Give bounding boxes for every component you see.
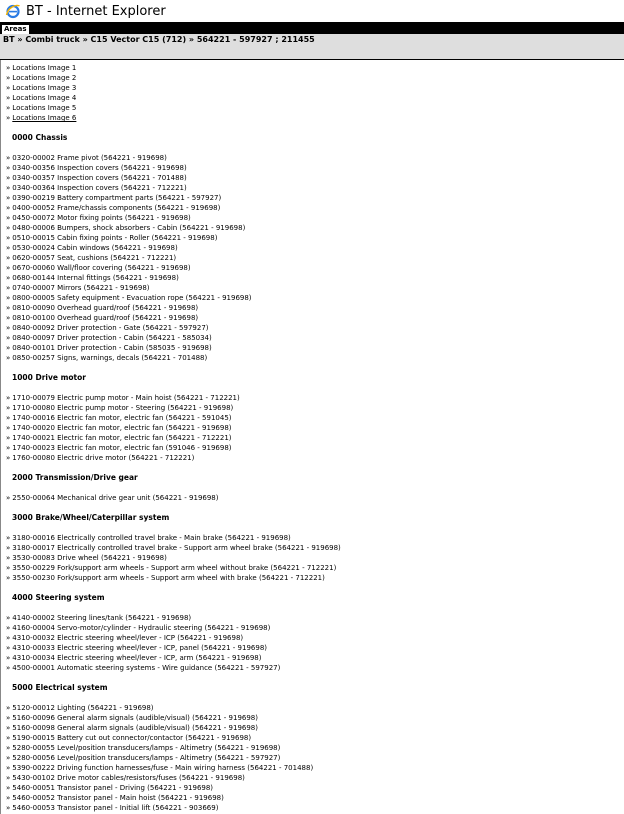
list-item-link[interactable]: 5460-00051 Transistor panel - Driving (564221 - 919698) (12, 784, 214, 792)
bullet: » (6, 224, 11, 232)
section-heading: 0000 Chassis (12, 133, 68, 142)
title-bar (0, 0, 624, 22)
list-item-link[interactable]: 5160-00096 General alarm signals (audible/visual) (564221 - 919698) (12, 714, 258, 722)
list-item[interactable] (6, 443, 232, 453)
list-item-link[interactable]: 1740-00023 Electric fan motor, electric fan (591046 - 919698) (12, 444, 232, 452)
list-item-link[interactable]: 5280-00056 Level/position transducers/lamps - Altimetry (564221 - 597927) (12, 754, 281, 762)
bullet: » (6, 544, 11, 552)
bullet: » (6, 444, 11, 452)
breadcrumb-item[interactable]: Combi truck (25, 35, 80, 44)
list-item-link[interactable]: Locations Image 2 (12, 74, 77, 82)
list-item-link[interactable]: 5280-00055 Level/position transducers/lamps - Altimetry (564221 - 919698) (12, 744, 281, 752)
list-item[interactable] (6, 203, 220, 213)
list-item-link[interactable]: 0810-00090 Overhead guard/roof (564221 - 919698) (12, 304, 199, 312)
list-item[interactable] (6, 103, 76, 113)
bullet: » (6, 404, 11, 412)
bullet: » (6, 454, 11, 462)
section-heading: 2000 Transmission/Drive gear (12, 473, 138, 482)
list-item[interactable] (6, 493, 219, 503)
list-item-link[interactable]: 5430-00102 Drive motor cables/resistors/fuses (564221 - 919698) (12, 774, 245, 782)
list-item-link[interactable]: 0670-00060 Wall/floor covering (564221 - 919698) (12, 264, 191, 272)
bullet: » (6, 84, 11, 92)
list-item-link[interactable]: 0740-00007 Mirrors (564221 - 919698) (12, 284, 150, 292)
list-item-link[interactable]: 3180-00016 Electrically controlled travel brake - Main brake (564221 - 919698) (12, 534, 291, 542)
bullet: » (6, 424, 11, 432)
list-item-link[interactable]: 4500-00001 Automatic steering systems - Wire guidance (564221 - 597927) (12, 664, 281, 672)
list-item[interactable] (6, 613, 191, 623)
list-item[interactable] (6, 403, 233, 413)
list-item[interactable] (6, 253, 176, 263)
bullet: » (6, 94, 11, 102)
bullet: » (6, 554, 11, 562)
breadcrumb-separator: » (14, 35, 26, 44)
list-item-link[interactable]: 3530-00083 Drive wheel (564221 - 919698) (12, 554, 167, 562)
bullet: » (6, 784, 11, 792)
list-item-link[interactable]: 1710-00080 Electric pump motor - Steering (564221 - 919698) (12, 404, 234, 412)
list-item[interactable] (6, 303, 198, 313)
list-item[interactable] (6, 763, 313, 773)
bullet: » (6, 754, 11, 762)
list-item[interactable] (6, 193, 221, 203)
list-item[interactable] (6, 663, 280, 673)
bullet: » (6, 254, 11, 262)
list-item[interactable] (6, 243, 178, 253)
breadcrumb-separator: » (186, 35, 197, 44)
list-item-link[interactable]: 2550-00064 Mechanical drive gear unit (564221 - 919698) (12, 494, 219, 502)
list-item[interactable] (6, 83, 76, 93)
section-heading: 3000 Brake/Wheel/Caterpillar system (12, 513, 170, 522)
bullet: » (6, 564, 11, 572)
list-item[interactable] (6, 73, 76, 83)
list-item[interactable] (6, 113, 76, 123)
bullet: » (6, 494, 11, 502)
list-item-link[interactable]: 1710-00079 Electric pump motor - Main hoist (564221 - 712221) (12, 394, 240, 402)
bullet: » (6, 304, 11, 312)
list-item[interactable] (6, 733, 251, 743)
breadcrumb (0, 34, 624, 60)
breadcrumb-item: 564221 - 597927 ; 211455 (196, 35, 315, 44)
list-item[interactable] (6, 213, 191, 223)
bullet: » (6, 314, 11, 322)
list-item-link[interactable]: 1740-00020 Electric fan motor, electric fan (564221 - 919698) (12, 424, 232, 432)
list-item[interactable] (6, 183, 187, 193)
bullet: » (6, 574, 11, 582)
list-item-link[interactable]: 4140-00002 Steering lines/tank (564221 - 919698) (12, 614, 192, 622)
list-item-link[interactable]: Locations Image 3 (12, 84, 77, 92)
bullet: » (6, 184, 11, 192)
bullet: » (6, 434, 11, 442)
bullet: » (6, 804, 11, 812)
list-item[interactable] (6, 273, 179, 283)
breadcrumb-trail (3, 35, 315, 45)
list-item[interactable] (6, 323, 209, 333)
list-item[interactable] (6, 573, 325, 583)
bullet: » (6, 264, 11, 272)
list-item-link[interactable]: 0530-00024 Cabin windows (564221 - 919698) (12, 244, 178, 252)
list-item-link[interactable]: 1760-00080 Electric drive motor (564221 - 712221) (12, 454, 195, 462)
bullet: » (6, 114, 11, 122)
window-title: BT - Internet Explorer (26, 3, 166, 19)
list-item-link[interactable]: 4310-00032 Electric steering wheel/lever - ICP (564221 - 919698) (12, 634, 244, 642)
list-item[interactable] (6, 163, 187, 173)
list-item-link[interactable]: 5120-00012 Lighting (564221 - 919698) (12, 704, 154, 712)
list-item-link[interactable]: 3180-00017 Electrically controlled travel brake - Support arm wheel brake (564221 - 919698) (12, 544, 341, 552)
list-item[interactable] (6, 423, 232, 433)
list-item-link[interactable]: Locations Image 1 (12, 64, 77, 72)
list-item[interactable] (6, 803, 218, 813)
list-item-link[interactable]: 3550-00230 Fork/support arm wheels - Support arm wheel with brake (564221 - 712221) (12, 574, 325, 582)
list-item-link[interactable]: 4310-00034 Electric steering wheel/lever - ICP, arm (564221 - 919698) (12, 654, 262, 662)
list-item-link[interactable]: 0480-00006 Bumpers, shock absorbers - Cabin (564221 - 919698) (12, 224, 246, 232)
list-item[interactable] (6, 223, 245, 233)
breadcrumb-item[interactable]: C15 Vector C15 (712) (90, 35, 187, 44)
bullet: » (6, 664, 11, 672)
list-item[interactable] (6, 153, 167, 163)
bullet: » (6, 774, 11, 782)
bullet: » (6, 64, 11, 72)
list-item-link[interactable]: 4310-00033 Electric steering wheel/lever - ICP, panel (564221 - 919698) (12, 644, 268, 652)
list-item[interactable] (6, 653, 261, 663)
list-item-link[interactable]: 0840-00097 Driver protection - Cabin (564221 - 585034) (12, 334, 212, 342)
list-item-link[interactable]: 3550-00229 Fork/support arm wheels - Support arm wheel without brake (564221 - 712221) (12, 564, 337, 572)
list-item-link[interactable]: 0620-00057 Seat, cushions (564221 - 712221) (12, 254, 177, 262)
bullet: » (6, 414, 11, 422)
bullet: » (6, 324, 11, 332)
list-item[interactable] (6, 643, 267, 653)
list-item-link[interactable]: 1740-00016 Electric fan motor, electric fan (564221 - 591045) (12, 414, 232, 422)
bullet: » (6, 744, 11, 752)
bullet: » (6, 764, 11, 772)
list-item-link[interactable]: 0340-00356 Inspection covers (564221 - 919698) (12, 164, 187, 172)
list-item-link[interactable]: 0850-00257 Signs, warnings, decals (564221 - 701488) (12, 354, 208, 362)
list-item[interactable] (6, 753, 280, 763)
list-item[interactable] (6, 283, 150, 293)
list-item[interactable] (6, 723, 258, 733)
list-item[interactable] (6, 353, 207, 363)
list-item[interactable] (6, 453, 194, 463)
list-item[interactable] (6, 783, 213, 793)
tab-strip (0, 22, 624, 34)
list-item-link[interactable]: 5390-00222 Driving function harnesses/fuse - Main wiring harness (564221 - 701488) (12, 764, 314, 772)
bullet: » (6, 334, 11, 342)
list-item-link[interactable]: 0400-00052 Frame/chassis components (564221 - 919698) (12, 204, 221, 212)
list-item-link[interactable]: 0450-00072 Motor fixing points (564221 - 919698) (12, 214, 191, 222)
list-item-link[interactable]: 5460-00052 Transistor panel - Main hoist (564221 - 919698) (12, 794, 224, 802)
bullet: » (6, 194, 11, 202)
content-pane (0, 60, 624, 814)
bullet: » (6, 104, 11, 112)
tab-areas[interactable]: Areas (1, 24, 30, 35)
list-item-link[interactable]: 0680-00144 Internal fittings (564221 - 919698) (12, 274, 179, 282)
list-item-link[interactable]: 0340-00364 Inspection covers (564221 - 712221) (12, 184, 187, 192)
bullet: » (6, 164, 11, 172)
section-heading: 5000 Electrical system (12, 683, 108, 692)
bullet: » (6, 614, 11, 622)
breadcrumb-separator: » (79, 35, 91, 44)
bullet: » (6, 394, 11, 402)
list-item-link[interactable]: 1740-00021 Electric fan motor, electric fan (564221 - 712221) (12, 434, 232, 442)
list-item-link[interactable]: 5190-00015 Battery cut out connector/contactor (564221 - 919698) (12, 734, 252, 742)
list-item[interactable] (6, 533, 291, 543)
list-item[interactable] (6, 343, 212, 353)
list-item[interactable] (6, 743, 280, 753)
list-item-link[interactable]: 0810-00100 Overhead guard/roof (564221 - 919698) (12, 314, 199, 322)
list-item-link[interactable]: Locations Image 4 (12, 94, 77, 102)
list-item-link[interactable]: 5160-00098 General alarm signals (audible/visual) (564221 - 919698) (12, 724, 258, 732)
internet-explorer-icon (5, 3, 21, 19)
breadcrumb-item[interactable]: BT (3, 35, 15, 44)
bullet: » (6, 244, 11, 252)
list-item-link[interactable]: 0800-00005 Safety equipment - Evacuation rope (564221 - 919698) (12, 294, 252, 302)
bullet: » (6, 624, 11, 632)
bullet: » (6, 214, 11, 222)
list-item-link[interactable]: Locations Image 5 (12, 104, 77, 112)
bullet: » (6, 154, 11, 162)
list-item[interactable] (6, 293, 252, 303)
list-item[interactable] (6, 93, 76, 103)
list-item[interactable] (6, 623, 270, 633)
bullet: » (6, 534, 11, 542)
bullet: » (6, 74, 11, 82)
list-item[interactable] (6, 413, 232, 423)
list-item[interactable] (6, 333, 212, 343)
list-item[interactable] (6, 773, 245, 783)
list-item[interactable] (6, 713, 258, 723)
bullet: » (6, 794, 11, 802)
list-item-link[interactable]: 0840-00101 Driver protection - Cabin (585035 - 919698) (12, 344, 212, 352)
bullet: » (6, 344, 11, 352)
list-item-link[interactable]: 0510-00015 Cabin fixing points - Roller (564221 - 919698) (12, 234, 218, 242)
list-item[interactable] (6, 313, 198, 323)
section-heading: 4000 Steering system (12, 593, 105, 602)
list-item[interactable] (6, 433, 232, 443)
bullet: » (6, 714, 11, 722)
list-item-link[interactable]: 4160-00004 Servo-motor/cylinder - Hydraulic steering (564221 - 919698) (12, 624, 271, 632)
bullet: » (6, 234, 11, 242)
list-item[interactable] (6, 703, 154, 713)
section-heading: 1000 Drive motor (12, 373, 86, 382)
bullet: » (6, 354, 11, 362)
list-item-link[interactable]: 0320-00002 Frame pivot (564221 - 919698) (12, 154, 167, 162)
list-item-link[interactable]: 0840-00092 Driver protection - Gate (564221 - 597927) (12, 324, 209, 332)
bullet: » (6, 204, 11, 212)
list-item[interactable] (6, 633, 243, 643)
bullet: » (6, 644, 11, 652)
list-item-link[interactable]: 0390-00219 Battery compartment parts (564221 - 597927) (12, 194, 222, 202)
bullet: » (6, 294, 11, 302)
bullet: » (6, 734, 11, 742)
bullet: » (6, 654, 11, 662)
list-item[interactable] (6, 263, 191, 273)
list-item-link[interactable]: 5460-00053 Transistor panel - Initial lift (564221 - 903669) (12, 804, 219, 812)
list-item[interactable] (6, 543, 341, 553)
bullet: » (6, 634, 11, 642)
list-item[interactable] (6, 393, 240, 403)
list-item-link[interactable]: Locations Image 6 (12, 114, 77, 122)
bullet: » (6, 174, 11, 182)
list-item[interactable] (6, 63, 76, 73)
list-item[interactable] (6, 553, 167, 563)
list-item[interactable] (6, 793, 224, 803)
list-item[interactable] (6, 233, 217, 243)
list-item[interactable] (6, 173, 187, 183)
bullet: » (6, 724, 11, 732)
bullet: » (6, 284, 11, 292)
bullet: » (6, 704, 11, 712)
list-item[interactable] (6, 563, 336, 573)
bullet: » (6, 274, 11, 282)
list-item-link[interactable]: 0340-00357 Inspection covers (564221 - 701488) (12, 174, 187, 182)
